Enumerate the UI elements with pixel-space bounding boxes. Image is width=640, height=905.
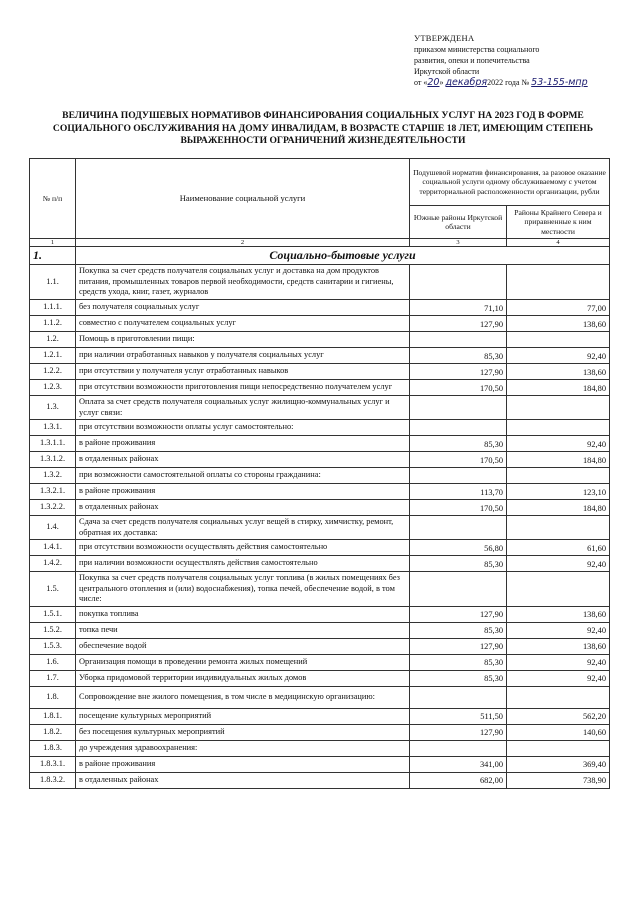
row-name: при отсутствии возможности приготовления пищи непосредственно получателем услуг <box>76 380 410 396</box>
row-value-south: 56,80 <box>410 540 507 556</box>
row-value-south <box>410 265 507 300</box>
row-value-north: 92,40 <box>507 436 610 452</box>
row-num: 1.8.1. <box>30 708 76 724</box>
row-value-south: 127,90 <box>410 638 507 654</box>
table-row <box>30 516 610 540</box>
table-row <box>30 740 610 756</box>
table-row <box>30 708 610 724</box>
date-year: 2022 года № <box>487 78 530 87</box>
row-value-north <box>507 572 610 607</box>
row-num: 1.3.2.2. <box>30 500 76 516</box>
date-day: 20 <box>427 77 440 88</box>
row-num: 1.8.3. <box>30 740 76 756</box>
row-num: 1.2. <box>30 332 76 348</box>
row-num: 1.4.1. <box>30 540 76 556</box>
table-row <box>30 265 610 300</box>
row-num: 1.5.2. <box>30 622 76 638</box>
table-row <box>30 316 610 332</box>
table-row <box>30 380 610 396</box>
row-num: 1.4. <box>30 516 76 540</box>
row-value-north: 562,20 <box>507 708 610 724</box>
row-value-south: 127,90 <box>410 724 507 740</box>
row-num: 1.5.1. <box>30 606 76 622</box>
row-num: 1.3.1.1. <box>30 436 76 452</box>
row-value-south: 341,00 <box>410 756 507 772</box>
row-value-north: 369,40 <box>507 756 610 772</box>
row-name: в отдаленных районах <box>76 500 410 516</box>
table-row <box>30 396 610 420</box>
row-value-north: 123,10 <box>507 484 610 500</box>
table-row <box>30 540 610 556</box>
row-value-south: 71,10 <box>410 300 507 316</box>
row-value-south <box>410 572 507 607</box>
row-num: 1.2.2. <box>30 364 76 380</box>
row-num: 1.3.2.1. <box>30 484 76 500</box>
norms-table <box>29 158 610 789</box>
row-name: в районе проживания <box>76 484 410 500</box>
row-value-north: 138,60 <box>507 316 610 332</box>
row-name: при возможности самостоятельной оплаты со стороны гражданина: <box>76 468 410 484</box>
table-row <box>30 638 610 654</box>
row-num: 1.5.3. <box>30 638 76 654</box>
row-name: покупка топлива <box>76 606 410 622</box>
table-row <box>30 348 610 364</box>
approval-line: приказом министерства социального <box>414 45 540 54</box>
table-row <box>30 436 610 452</box>
row-value-south <box>410 740 507 756</box>
table-row <box>30 772 610 788</box>
table-row <box>30 420 610 436</box>
section-name: Социально-бытовые услуги <box>76 247 610 265</box>
row-name: в районе проживания <box>76 436 410 452</box>
section-num: 1. <box>30 247 76 265</box>
row-name: Оплата за счет средств получателя социальных услуг жилищно-коммунальных услуг и услуг связи: <box>76 396 410 420</box>
approval-block <box>414 33 634 88</box>
row-value-north <box>507 332 610 348</box>
row-num: 1.3.2. <box>30 468 76 484</box>
table-row <box>30 484 610 500</box>
row-name: в отдаленных районах <box>76 452 410 468</box>
approval-line: Иркутской области <box>414 67 480 76</box>
row-num: 1.7. <box>30 670 76 686</box>
date-prefix: от « <box>414 78 428 87</box>
row-value-north: 184,80 <box>507 500 610 516</box>
approval-date-line <box>414 77 634 88</box>
row-name: Помощь в приготовлении пищи: <box>76 332 410 348</box>
table-row <box>30 670 610 686</box>
row-value-north: 61,60 <box>507 540 610 556</box>
row-name: Покупка за счет средств получателя социальных услуг и доставка на дом продуктов питания, промышленных товаров первой необходимости, средств санитарии и гигиены, средств ухода, книг, газет, журналов <box>76 265 410 300</box>
row-value-south: 127,90 <box>410 606 507 622</box>
table-row <box>30 468 610 484</box>
row-value-south: 170,50 <box>410 452 507 468</box>
row-name: Сдача за счет средств получателя социальных услуг вещей в стирку, химчистку, ремонт, обратная их доставка: <box>76 516 410 540</box>
row-num: 1.5. <box>30 572 76 607</box>
row-value-south: 511,50 <box>410 708 507 724</box>
row-name: при отсутствии возможности оплаты услуг самостоятельно: <box>76 420 410 436</box>
row-value-south <box>410 686 507 708</box>
row-value-south <box>410 332 507 348</box>
header-num: № п/п <box>30 159 76 239</box>
row-value-north: 738,90 <box>507 772 610 788</box>
row-value-north: 92,40 <box>507 622 610 638</box>
row-name: Покупка за счет средств получателя социальных услуг топлива (в жилых помещениях без центрального отопления и (или) водоснабжения), топка печей, обеспечение водой, в том числе: <box>76 572 410 607</box>
row-num: 1.1.2. <box>30 316 76 332</box>
column-index: 4 <box>507 239 610 247</box>
row-value-north: 92,40 <box>507 556 610 572</box>
row-value-south: 170,50 <box>410 380 507 396</box>
row-num: 1.6. <box>30 654 76 670</box>
date-mid: » <box>439 78 446 87</box>
row-name: топка печи <box>76 622 410 638</box>
header-norm: Подушевой норматив финансирования, за разовое оказание социальной услуги одному обслуживаемому с учетом территориальной расположенности организации, рубли <box>410 159 610 206</box>
row-name: в отдаленных районах <box>76 772 410 788</box>
row-num: 1.8.3.1. <box>30 756 76 772</box>
row-name: в районе проживания <box>76 756 410 772</box>
row-value-north <box>507 740 610 756</box>
row-num: 1.3. <box>30 396 76 420</box>
table-row <box>30 686 610 708</box>
row-value-north <box>507 396 610 420</box>
table-row <box>30 724 610 740</box>
row-name: без получателя социальных услуг <box>76 300 410 316</box>
row-name: до учреждения здравоохранения: <box>76 740 410 756</box>
table-row <box>30 556 610 572</box>
row-value-north <box>507 420 610 436</box>
section-row <box>30 247 610 265</box>
row-num: 1.8.2. <box>30 724 76 740</box>
row-value-north: 77,00 <box>507 300 610 316</box>
header-north: Районы Крайнего Севера и приравненные к ним местности <box>507 206 610 239</box>
row-value-north: 138,60 <box>507 638 610 654</box>
header-name: Наименование социальной услуги <box>76 159 410 239</box>
row-num: 1.1.1. <box>30 300 76 316</box>
table-row <box>30 606 610 622</box>
table-row <box>30 500 610 516</box>
row-value-north: 138,60 <box>507 364 610 380</box>
row-num: 1.1. <box>30 265 76 300</box>
table-row <box>30 452 610 468</box>
row-name: при отсутствии возможности осуществлять действия самостоятельно <box>76 540 410 556</box>
table-row <box>30 300 610 316</box>
row-value-south: 682,00 <box>410 772 507 788</box>
date-month: декабря <box>445 77 488 88</box>
row-value-north: 92,40 <box>507 670 610 686</box>
row-name: посещение культурных мероприятий <box>76 708 410 724</box>
row-value-south <box>410 468 507 484</box>
row-value-north <box>507 686 610 708</box>
row-name: совместно с получателем социальных услуг <box>76 316 410 332</box>
table-row <box>30 364 610 380</box>
row-name: без посещения культурных мероприятий <box>76 724 410 740</box>
row-num: 1.8.3.2. <box>30 772 76 788</box>
row-name: при наличии отработанных навыков у получателя социальных услуг <box>76 348 410 364</box>
row-value-south: 113,70 <box>410 484 507 500</box>
column-index-row <box>30 239 610 247</box>
row-name: обеспечение водой <box>76 638 410 654</box>
table-row <box>30 622 610 638</box>
approval-line: развития, опеки и попечительства <box>414 56 530 65</box>
row-value-north <box>507 468 610 484</box>
order-number: 53-155-мпр <box>531 77 588 88</box>
table-row <box>30 654 610 670</box>
row-value-south: 127,90 <box>410 364 507 380</box>
row-name: Сопровождение вне жилого помещения, в том числе в медицинскую организацию: <box>76 686 410 708</box>
row-value-south <box>410 420 507 436</box>
row-value-south: 170,50 <box>410 500 507 516</box>
row-num: 1.8. <box>30 686 76 708</box>
row-name: при наличии возможности осуществлять действия самостоятельно <box>76 556 410 572</box>
column-index: 1 <box>30 239 76 247</box>
column-index: 2 <box>76 239 410 247</box>
row-value-south <box>410 516 507 540</box>
row-value-north: 184,80 <box>507 380 610 396</box>
row-value-north: 92,40 <box>507 348 610 364</box>
row-value-south: 85,30 <box>410 436 507 452</box>
approval-title: УТВЕРЖДЕНА <box>414 33 475 43</box>
row-value-south: 85,30 <box>410 348 507 364</box>
row-value-north: 184,80 <box>507 452 610 468</box>
row-value-north: 92,40 <box>507 654 610 670</box>
row-num: 1.2.1. <box>30 348 76 364</box>
table-row <box>30 332 610 348</box>
row-num: 1.4.2. <box>30 556 76 572</box>
header-south: Южные районы Иркутской области <box>410 206 507 239</box>
row-value-north <box>507 516 610 540</box>
table-header-row <box>30 159 610 206</box>
row-num: 1.3.1.2. <box>30 452 76 468</box>
row-value-south: 85,30 <box>410 654 507 670</box>
row-name: при отсутствии у получателя услуг отработанных навыков <box>76 364 410 380</box>
document-title: ВЕЛИЧИНА ПОДУШЕВЫХ НОРМАТИВОВ ФИНАНСИРОВАНИЯ СОЦИАЛЬНЫХ УСЛУГ НА 2023 ГОД В ФОРМЕ СОЦИАЛЬНОГО ОБСЛУЖИВАНИЯ НА ДОМУ ИНВАЛИДАМ, В ВОЗРАСТЕ СТАРШЕ 18 ЛЕТ, ИМЕЮЩИМ СТЕПЕНЬ ВЫРАЖЕННОСТИ ОГРАНИЧЕНИЙ ЖИЗНЕДЕЯТЕЛЬНОСТИ <box>52 110 594 146</box>
row-value-south: 85,30 <box>410 670 507 686</box>
row-value-south: 85,30 <box>410 556 507 572</box>
table-row <box>30 756 610 772</box>
row-value-north <box>507 265 610 300</box>
row-value-north: 140,60 <box>507 724 610 740</box>
row-num: 1.2.3. <box>30 380 76 396</box>
row-value-south <box>410 396 507 420</box>
column-index: 3 <box>410 239 507 247</box>
row-value-south: 85,30 <box>410 622 507 638</box>
row-num: 1.3.1. <box>30 420 76 436</box>
row-value-north: 138,60 <box>507 606 610 622</box>
row-name: Уборка придомовой территории индивидуальных жилых домов <box>76 670 410 686</box>
table-row <box>30 572 610 607</box>
row-name: Организация помощи в проведении ремонта жилых помещений <box>76 654 410 670</box>
row-value-south: 127,90 <box>410 316 507 332</box>
